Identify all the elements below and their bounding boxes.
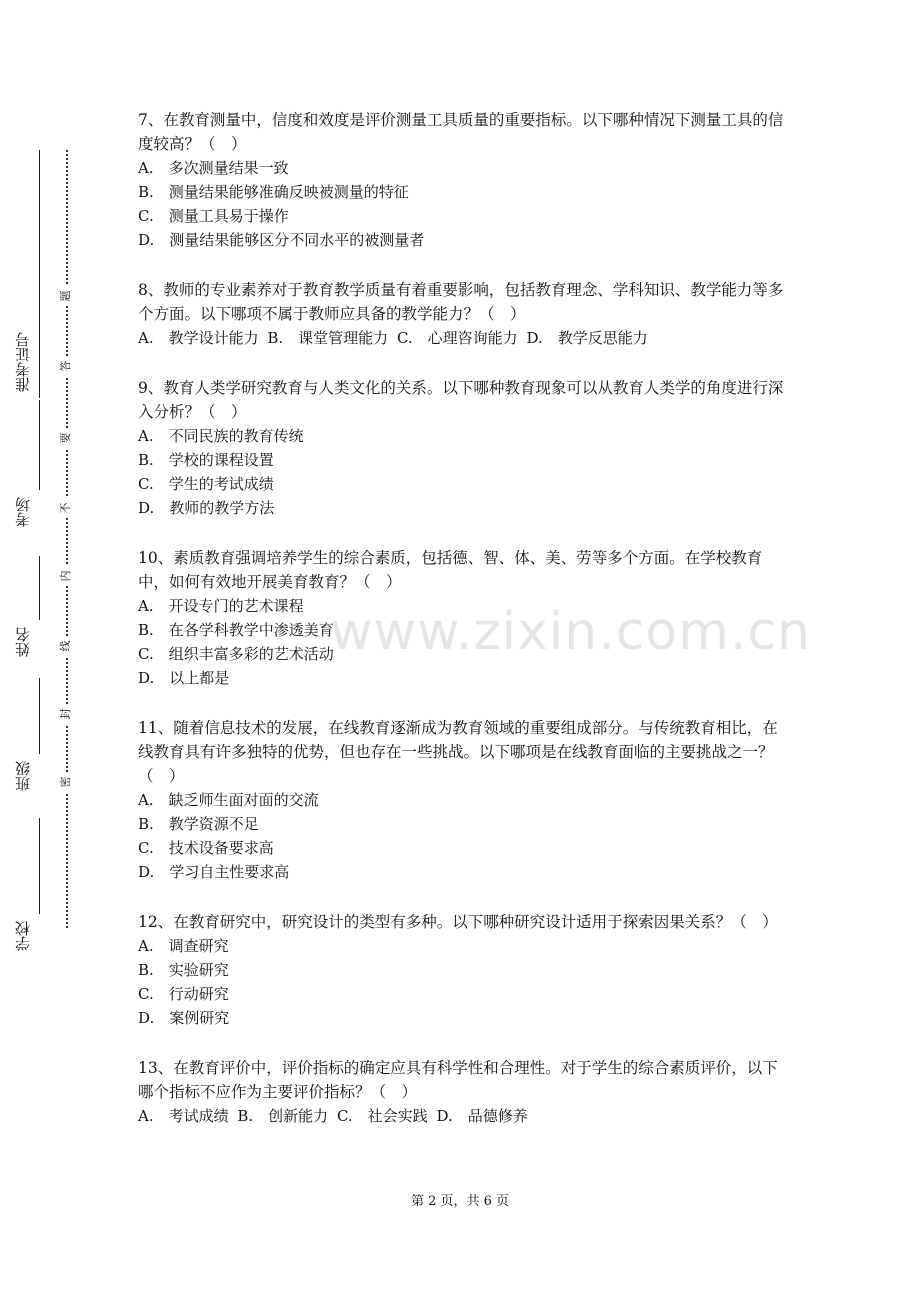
question-list xyxy=(138,108,786,1154)
option-row xyxy=(138,326,786,350)
question-11 xyxy=(138,716,786,884)
seal-char: 线 xyxy=(56,636,76,656)
option-row xyxy=(138,1104,786,1128)
option-b: B. 在各学科教学中渗透美育 xyxy=(138,621,334,639)
option-d: D. 教学反思能力 xyxy=(526,329,648,347)
field-line-exam-room xyxy=(39,400,40,490)
option-c: C. 社会实践 xyxy=(336,1107,428,1125)
option-a: A. 不同民族的教育传统 xyxy=(138,427,304,445)
option-c: C. 学生的考试成绩 xyxy=(138,475,274,493)
option-d: D. 以上都是 xyxy=(138,669,230,687)
option-a: A. 多次测量结果一致 xyxy=(138,159,289,177)
question-stem: 8、教师的专业素养对于教育教学质量有着重要影响，包括教育理念、学科知识、教学能力等多个方面。以下哪项不属于教师应具备的教学能力？（ ） xyxy=(138,281,784,323)
option-c: C. 心理咨询能力 xyxy=(396,329,518,347)
option-c: C. 技术设备要求高 xyxy=(138,839,274,857)
field-label-exam-number: 准考证号 xyxy=(14,332,32,392)
option-b: B. 学校的课程设置 xyxy=(138,451,274,469)
option-d: D. 学习自主性要求高 xyxy=(138,863,290,881)
option-b: B. 测量结果能够准确反映被测量的特征 xyxy=(138,183,409,201)
seal-char: 密 xyxy=(56,772,76,792)
option-c: C. 测量工具易于操作 xyxy=(138,207,289,225)
field-label-school: 学校 xyxy=(14,921,32,951)
option-d: D. 测量结果能够区分不同水平的被测量者 xyxy=(138,231,425,249)
option-c: C. 组织丰富多彩的艺术活动 xyxy=(138,645,334,663)
option-a: A. 缺乏师生面对面的交流 xyxy=(138,791,319,809)
question-12 xyxy=(138,910,786,1030)
seal-char: 内 xyxy=(56,566,76,586)
page-footer: 第 2 页，共 6 页 xyxy=(410,1194,510,1209)
question-stem: 10、素质教育强调培养学生的综合素质，包括德、智、体、美、劳等多个方面。在学校教育中，如何有效地开展美育教育？（ ） xyxy=(138,549,763,591)
seal-char: 封 xyxy=(56,704,76,724)
question-8 xyxy=(138,278,786,350)
seal-char: 要 xyxy=(56,428,76,448)
question-stem: 7、在教育测量中，信度和效度是评价测量工具质量的重要指标。以下哪种情况下测量工具的信度较高？（ ） xyxy=(138,111,784,153)
option-a: A. 教学设计能力 xyxy=(138,329,259,347)
option-d: D. 品德修养 xyxy=(436,1107,528,1125)
question-10 xyxy=(138,546,786,690)
question-7 xyxy=(138,108,786,252)
option-b: B. 创新能力 xyxy=(237,1107,329,1125)
field-line-name xyxy=(39,556,40,620)
watermark: www.zixin.com.cn xyxy=(330,602,811,662)
option-b: B. 教学资源不足 xyxy=(138,815,259,833)
option-a: A. 考试成绩 xyxy=(138,1107,229,1125)
option-d: D. 教师的教学方法 xyxy=(138,499,275,517)
question-stem: 11、随着信息技术的发展，在线教育逐渐成为教育领域的重要组成部分。与传统教育相比，在线教育具有许多独特的优势，但也存在一些挑战。以下哪项是在线教育面临的主要挑战之一？（ ） xyxy=(138,719,778,785)
option-c: C. 行动研究 xyxy=(138,985,229,1003)
field-line-class xyxy=(39,678,40,754)
option-b: B. 课堂管理能力 xyxy=(267,329,389,347)
field-label-name: 姓名 xyxy=(14,627,32,657)
option-d: D. 案例研究 xyxy=(138,1009,230,1027)
question-13 xyxy=(138,1056,786,1128)
question-9 xyxy=(138,376,786,520)
option-a: A. 开设专门的艺术课程 xyxy=(138,597,304,615)
seal-dotted-line xyxy=(66,150,68,928)
question-stem: 13、在教育评价中，评价指标的确定应具有科学性和合理性。对于学生的综合素质评价，以下哪个指标不应作为主要评价指标？（ ） xyxy=(138,1059,778,1101)
field-label-exam-room: 考场 xyxy=(14,497,32,527)
field-line-school xyxy=(39,818,40,914)
option-b: B. 实验研究 xyxy=(138,961,229,979)
question-stem: 12、在教育研究中，研究设计的类型有多种。以下哪种研究设计适用于探索因果关系？（ ） xyxy=(138,913,778,931)
seal-char: 题 xyxy=(56,286,76,306)
option-a: A. 调查研究 xyxy=(138,937,229,955)
question-stem: 9、教育人类学研究教育与人类文化的关系。以下哪种教育现象可以从教育人类学的角度进行深入分析？（ ） xyxy=(138,379,784,421)
binding-margin xyxy=(0,0,110,1302)
seal-char: 答 xyxy=(56,356,76,376)
seal-char: 不 xyxy=(56,498,76,518)
field-label-class: 班级 xyxy=(14,761,32,791)
